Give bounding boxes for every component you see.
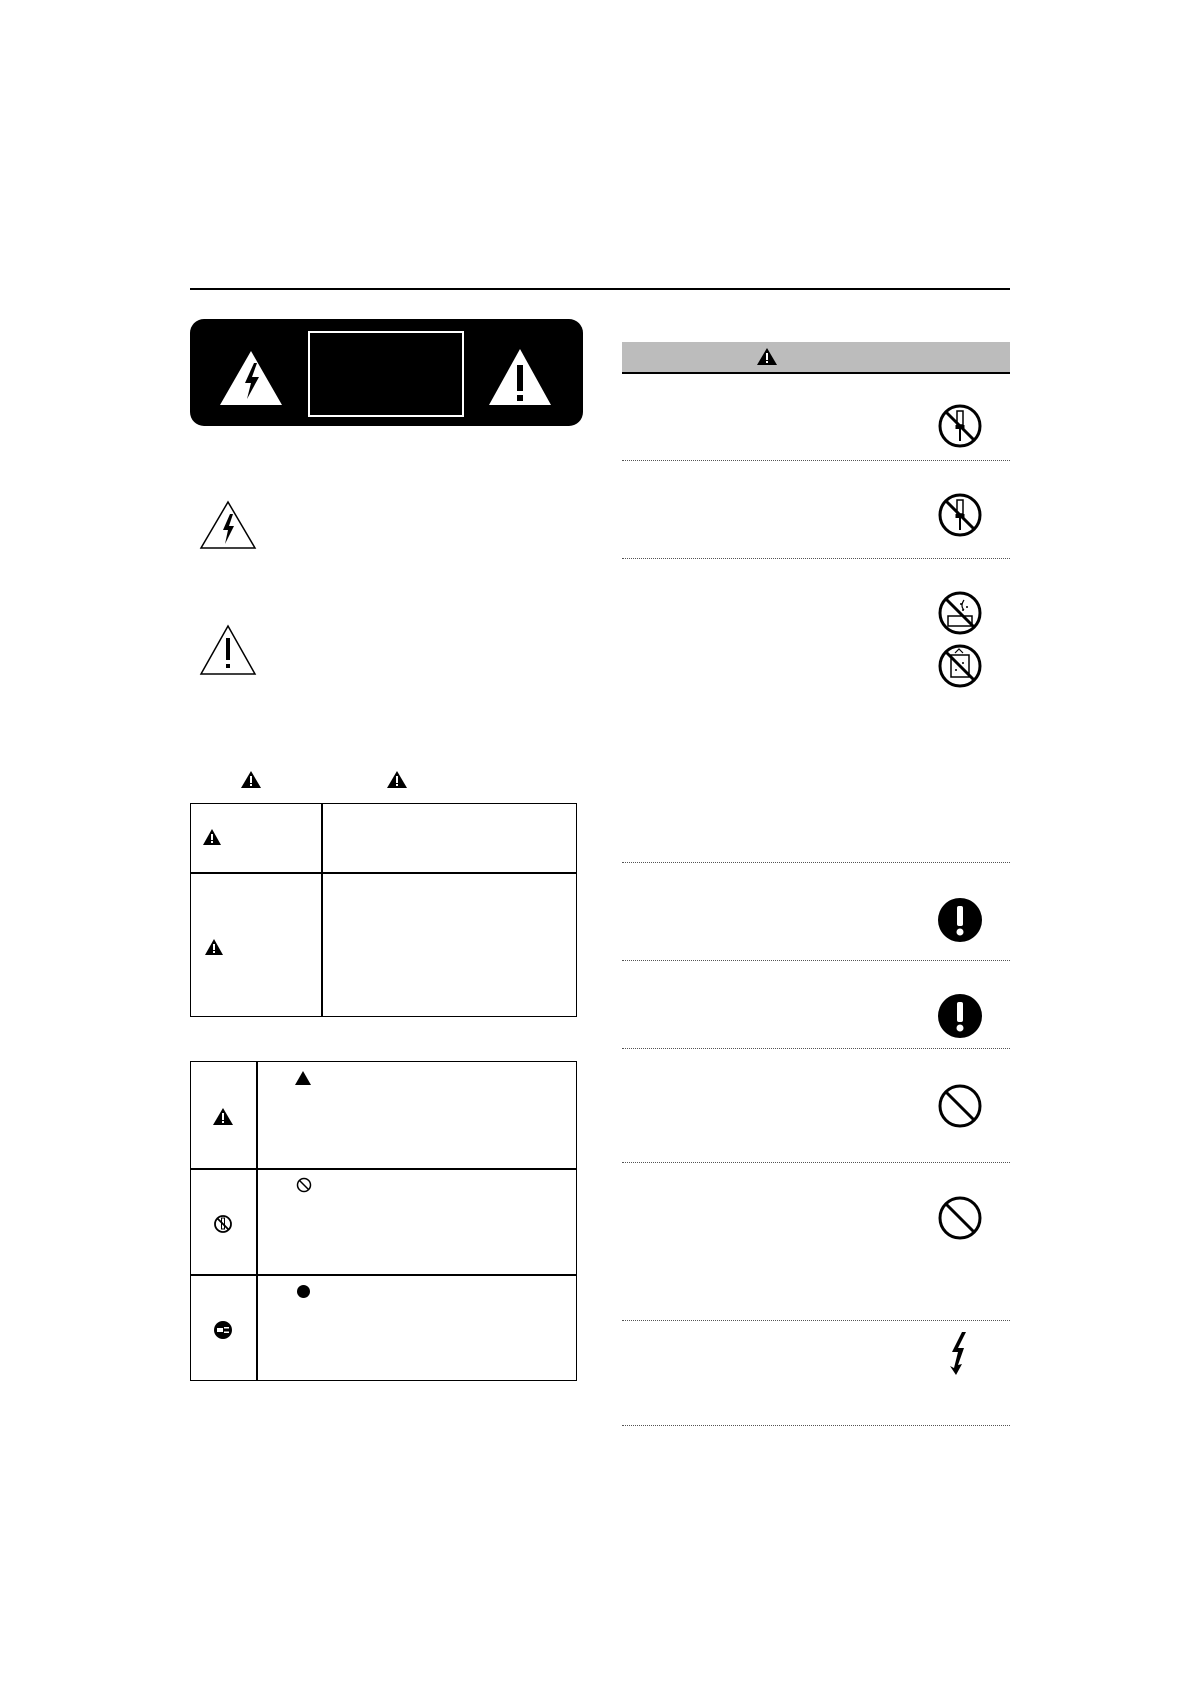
item-divider	[622, 1162, 1010, 1163]
mandatory-action-icon	[937, 993, 983, 1039]
table-divider	[256, 1062, 258, 1380]
lightning-warning-triangle-icon	[218, 349, 284, 407]
caution-small-icon	[204, 938, 224, 956]
table-divider	[321, 804, 323, 1016]
no-disassembly-small-icon	[213, 1214, 233, 1234]
caution-label-box	[308, 331, 464, 417]
no-disassembly-icon	[937, 403, 983, 449]
filled-circle-marker-icon	[296, 1284, 311, 1299]
item-divider	[622, 1048, 1010, 1049]
table-divider	[191, 1168, 576, 1170]
warning-header-bar	[622, 342, 1010, 374]
warning-header-icon	[756, 347, 778, 366]
warning-small-icon	[240, 770, 262, 789]
item-divider	[622, 960, 1010, 961]
warning-small-icon	[202, 828, 222, 846]
exclamation-triangle-icon	[199, 624, 257, 676]
exclamation-warning-triangle-icon	[487, 347, 553, 407]
item-divider	[622, 1425, 1010, 1426]
prohibition-marker-icon	[296, 1177, 312, 1193]
top-rule	[190, 288, 1010, 290]
prohibited-icon	[937, 1083, 983, 1129]
no-disassembly-icon	[937, 492, 983, 538]
item-divider	[622, 460, 1010, 461]
caution-banner	[190, 319, 583, 426]
table-divider	[191, 1274, 576, 1276]
triangle-marker-icon	[294, 1070, 312, 1086]
no-water-icon	[937, 590, 983, 636]
prohibited-icon	[937, 1195, 983, 1241]
mandatory-action-icon	[937, 897, 983, 943]
no-moisture-icon	[937, 643, 983, 689]
caution-small-icon	[386, 770, 408, 789]
unplug-small-icon	[213, 1320, 233, 1340]
symbols-table	[190, 1061, 577, 1381]
lightning-symbol-explanation	[199, 500, 257, 550]
item-divider	[622, 558, 1010, 559]
table-divider	[191, 872, 576, 874]
warning-small-icon	[212, 1107, 234, 1126]
electric-shock-icon	[946, 1330, 972, 1376]
item-divider	[622, 1320, 1010, 1321]
item-divider	[622, 862, 1010, 863]
lightning-triangle-icon	[199, 500, 257, 550]
exclamation-symbol-explanation	[199, 624, 257, 676]
warning-caution-table	[190, 803, 577, 1017]
